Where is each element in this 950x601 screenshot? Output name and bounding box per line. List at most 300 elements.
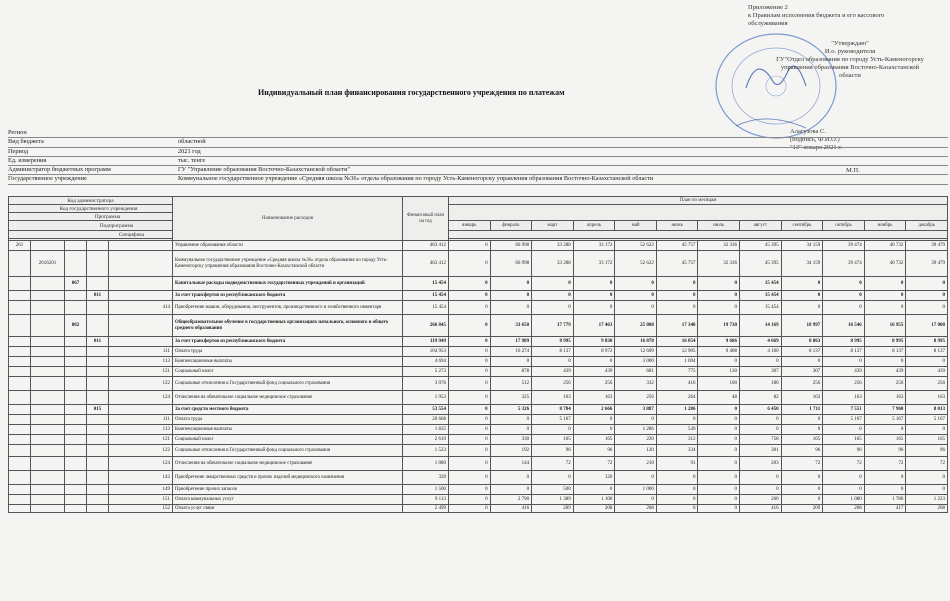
month-value-cell: 0	[573, 415, 615, 425]
approval-title: "Утверждаю"	[831, 40, 869, 47]
month-value-cell: 7 960	[864, 405, 906, 415]
code-cell	[9, 347, 31, 357]
month-value-cell: 3 887	[615, 405, 657, 415]
expense-name-cell: Оплата коммунальных услуг	[173, 495, 403, 505]
code-cell	[9, 445, 31, 457]
annual-plan-cell: 1 523	[403, 445, 449, 457]
month-value-cell: 8 137	[532, 347, 574, 357]
approval-org-1: ГУ"Отдел образования по городу Усть-Каменогорску	[776, 56, 924, 63]
month-value-cell: 0	[823, 425, 865, 435]
expense-name-cell: Компенсационные выплаты	[173, 357, 403, 367]
code-cell	[9, 251, 31, 277]
month-value-cell: 0	[740, 357, 782, 367]
month-value-cell: 0	[906, 471, 948, 485]
code-cell	[31, 291, 65, 301]
month-value-cell: 17 463	[573, 315, 615, 337]
month-value-cell: 256	[532, 377, 574, 391]
code-cell	[65, 241, 87, 251]
code-cell	[87, 377, 109, 391]
month-value-cell: 10 997	[781, 315, 823, 337]
month-value-cell: 0	[532, 301, 574, 315]
month-value-cell: 256	[573, 377, 615, 391]
month-value-cell: 0	[823, 277, 865, 291]
month-value-cell: 0	[573, 301, 615, 315]
month-value-cell: 0	[449, 347, 491, 357]
month-value-cell: 165	[906, 435, 948, 445]
month-value-cell: 163	[906, 391, 948, 405]
month-value-cell: 439	[906, 367, 948, 377]
month-value-cell: 5 167	[532, 415, 574, 425]
annual-plan-cell: 320	[403, 471, 449, 485]
annual-plan-cell: 2 610	[403, 435, 449, 445]
month-value-cell: 0	[449, 315, 491, 337]
meta-label: Регион	[8, 129, 27, 136]
month-value-cell: 33 650	[490, 315, 532, 337]
meta-row	[8, 166, 948, 175]
meta-label: Ед. измерения	[8, 156, 47, 164]
month-value-cell: 0	[449, 425, 491, 435]
month-value-cell: 0	[449, 495, 491, 505]
code-cell	[9, 367, 31, 377]
expense-name-cell: Приобретение машин, оборудования, инструментов, производственного и хозяйственного инвентаря	[173, 301, 403, 315]
code-cell	[31, 357, 65, 367]
month-value-cell: 45 757	[656, 251, 698, 277]
meta-row	[8, 148, 948, 157]
month-value-cell: 16 955	[864, 315, 906, 337]
expense-name-cell: Приобретение лекарственных средств и прочих изделий медицинского назначения	[173, 471, 403, 485]
month-value-cell: 0	[823, 357, 865, 367]
month-header: декабрь	[906, 221, 948, 231]
month-value-cell: 0	[490, 471, 532, 485]
month-value-cell: 0	[864, 485, 906, 495]
month-value-cell: 8 137	[823, 347, 865, 357]
annual-plan-cell: 1 500	[403, 485, 449, 495]
table-row	[9, 405, 948, 415]
month-value-cell: 0	[449, 445, 491, 457]
month-value-cell: 256	[615, 391, 657, 405]
code-cell	[9, 291, 31, 301]
code-cell	[31, 277, 65, 291]
annual-plan-cell: 5 273	[403, 367, 449, 377]
header-months-title: План по месяцам	[449, 197, 948, 205]
expense-name-cell: Социальные отчисления в Государственный фонд социального страхования	[173, 445, 403, 457]
header-admin: Код администратора	[9, 197, 173, 205]
month-value-cell: 0	[781, 301, 823, 315]
month-value-cell: 0	[449, 367, 491, 377]
expense-name-cell: Социальный налог	[173, 367, 403, 377]
seal-place-label: М.П.	[846, 167, 860, 174]
month-value-cell: 0	[615, 301, 657, 315]
table-row	[9, 337, 948, 347]
month-value-cell: 163	[781, 391, 823, 405]
code-cell: 124	[109, 391, 173, 405]
code-cell	[9, 377, 31, 391]
code-cell	[87, 391, 109, 405]
code-cell: 121	[109, 435, 173, 445]
month-value-cell: 33 288	[532, 251, 574, 277]
code-cell	[87, 251, 109, 277]
month-value-cell: 775	[656, 367, 698, 377]
month-value-cell: 0	[656, 505, 698, 513]
code-cell	[87, 367, 109, 377]
month-value-cell: 416	[656, 377, 698, 391]
month-value-cell: 0	[864, 291, 906, 301]
month-value-cell: 0	[864, 301, 906, 315]
code-cell	[9, 357, 31, 367]
code-cell	[87, 347, 109, 357]
month-value-cell: 0	[698, 357, 740, 367]
month-value-cell: 439	[573, 367, 615, 377]
month-value-cell: 0	[573, 291, 615, 301]
month-value-cell: 0	[740, 485, 782, 495]
month-value-cell: 208	[823, 505, 865, 513]
month-value-cell: 1 711	[781, 405, 823, 415]
code-cell	[65, 435, 87, 445]
month-value-cell: 96	[906, 445, 948, 457]
code-cell	[109, 315, 173, 337]
month-value-cell: 0	[698, 301, 740, 315]
appendix-line-3: обслуживания	[748, 20, 788, 27]
meta-value: областной	[178, 138, 206, 146]
month-value-cell: 9 686	[698, 337, 740, 347]
code-cell	[65, 415, 87, 425]
code-cell	[31, 315, 65, 337]
code-cell: 067	[65, 277, 87, 291]
expense-name-cell: Оплата труда	[173, 347, 403, 357]
month-value-cell: 0	[906, 425, 948, 435]
code-cell	[31, 457, 65, 471]
month-value-cell: 12 609	[615, 347, 657, 357]
month-value-cell: 0	[656, 291, 698, 301]
month-value-cell: 0	[615, 415, 657, 425]
month-value-cell: 0	[698, 435, 740, 445]
month-value-cell: 0	[781, 425, 823, 435]
code-cell	[109, 291, 173, 301]
month-value-cell: 17 008	[906, 315, 948, 337]
code-cell	[65, 357, 87, 367]
month-value-cell: 0	[615, 495, 657, 505]
month-value-cell: 39 474	[823, 251, 865, 277]
month-value-cell: 0	[449, 377, 491, 391]
code-cell	[109, 405, 173, 415]
month-value-cell: 33 172	[573, 241, 615, 251]
expense-name-cell: Общеобразовательное обучение в государственных организациях начального, основного и общего среднего образования	[173, 315, 403, 337]
month-value-cell: 0	[823, 471, 865, 485]
code-cell: 011	[87, 337, 109, 347]
code-cell: 113	[109, 357, 173, 367]
month-value-cell: 130	[698, 367, 740, 377]
code-cell	[109, 277, 173, 291]
month-value-cell: 681	[615, 367, 657, 377]
month-value-cell: 96	[781, 445, 823, 457]
code-cell	[65, 405, 87, 415]
table-row	[9, 367, 948, 377]
month-value-cell: 758	[740, 435, 782, 445]
month-header: сентябрь	[781, 221, 823, 231]
month-value-cell: 0	[449, 241, 491, 251]
code-cell	[87, 495, 109, 505]
meta-value: Коммунальное государственное учреждение «Средняя школа №36» отдела образования по городу Усть-Каменогорску управления образования Восточно-Казахстанской области	[178, 175, 654, 183]
month-value-cell: 0	[698, 471, 740, 485]
expense-name-cell: За счет средств местного бюджета	[173, 405, 403, 415]
annual-plan-cell: 3 076	[403, 377, 449, 391]
month-value-cell: 0	[656, 301, 698, 315]
expense-name-cell: Социальный налог	[173, 435, 403, 445]
month-value-cell: 180	[740, 377, 782, 391]
code-cell	[109, 251, 173, 277]
code-cell	[31, 347, 65, 357]
official-stamp-icon	[696, 16, 946, 146]
meta-label: Вид бюджета	[8, 138, 44, 146]
header-plan: Финансовый план на год	[403, 197, 449, 241]
month-value-cell: 0	[449, 415, 491, 425]
month-value-cell: 208	[573, 505, 615, 513]
appendix-line-1: Приложение 2	[748, 4, 788, 11]
code-cell	[87, 415, 109, 425]
code-cell	[65, 291, 87, 301]
table-row	[9, 251, 948, 277]
code-cell: 113	[109, 425, 173, 435]
month-value-cell: 165	[573, 435, 615, 445]
month-value-cell: 52 622	[615, 251, 657, 277]
header-specific: Специфика	[9, 231, 173, 239]
header-name: Наименование расходов	[173, 197, 403, 241]
month-value-cell: 0	[449, 277, 491, 291]
annual-plan-cell: 15 454	[403, 301, 449, 315]
code-cell	[9, 457, 31, 471]
month-value-cell: 6 450	[740, 405, 782, 415]
month-value-cell: 45 395	[740, 241, 782, 251]
signer-name: Алагузова С.	[790, 128, 826, 135]
month-value-cell: 8 013	[906, 405, 948, 415]
code-cell: 149	[109, 485, 173, 495]
month-value-cell: 52 622	[615, 241, 657, 251]
annual-plan-cell: 463 412	[403, 241, 449, 251]
month-value-cell: 72	[573, 457, 615, 471]
expense-name-cell: Приобретение прочих запасов	[173, 485, 403, 495]
month-value-cell: 416	[490, 505, 532, 513]
code-cell	[9, 301, 31, 315]
month-value-cell: 165	[532, 435, 574, 445]
month-value-cell: 1 286	[656, 405, 698, 415]
month-value-cell: 512	[490, 377, 532, 391]
code-cell	[31, 505, 65, 513]
code-cell	[65, 347, 87, 357]
month-value-cell: 8 995	[823, 337, 865, 347]
month-value-cell: 8 137	[906, 347, 948, 357]
month-value-cell: 0	[740, 415, 782, 425]
month-header: июнь	[656, 221, 698, 231]
month-value-cell: 32 336	[698, 241, 740, 251]
table-row	[9, 495, 948, 505]
month-value-cell: 0	[490, 357, 532, 367]
header-months-spacer	[449, 205, 948, 221]
month-value-cell: 8 137	[864, 347, 906, 357]
month-value-cell: 301	[740, 445, 782, 457]
month-value-cell: 192	[490, 445, 532, 457]
month-value-cell: 0	[781, 291, 823, 301]
month-header: февраль	[490, 221, 532, 231]
month-value-cell: 8 784	[532, 405, 574, 415]
month-value-cell: 500	[532, 485, 574, 495]
month-value-cell: 549	[656, 425, 698, 435]
month-value-cell: 16 054	[656, 337, 698, 347]
month-value-cell: 7 551	[823, 405, 865, 415]
month-value-cell: 0	[698, 457, 740, 471]
code-cell: 124	[109, 457, 173, 471]
code-cell	[65, 337, 87, 347]
month-value-cell: 0	[698, 495, 740, 505]
table-row	[9, 315, 948, 337]
month-value-cell: 15 454	[740, 291, 782, 301]
month-value-cell: 40 732	[864, 251, 906, 277]
month-value-cell: 0	[490, 301, 532, 315]
month-value-cell: 0	[449, 251, 491, 277]
month-value-cell: 8 972	[573, 347, 615, 357]
month-header: октябрь	[823, 221, 865, 231]
month-value-cell: 0	[615, 277, 657, 291]
code-cell	[31, 405, 65, 415]
approval-org-2: управления образования Восточно-Казахстанской	[780, 64, 920, 71]
month-value-cell: 0	[449, 291, 491, 301]
month-value-cell: 1 780	[864, 495, 906, 505]
meta-label: Государственное учреждение	[8, 175, 87, 183]
month-value-cell: 220	[615, 435, 657, 445]
month-value-cell: 0	[823, 485, 865, 495]
month-value-cell: 91	[656, 457, 698, 471]
annual-plan-cell: 104 953	[403, 347, 449, 357]
month-value-cell: 33 288	[532, 241, 574, 251]
month-value-cell: 0	[781, 277, 823, 291]
month-value-cell: 144	[490, 457, 532, 471]
approval-position: И.о. руководителя	[824, 48, 876, 55]
header-months-spacer-2	[449, 231, 948, 239]
month-value-cell: 332	[615, 377, 657, 391]
code-cell	[65, 425, 87, 435]
code-cell	[31, 391, 65, 405]
annual-plan-cell: 15 454	[403, 277, 449, 291]
table-row	[9, 301, 948, 315]
month-value-cell: 165	[781, 435, 823, 445]
code-cell: 111	[109, 415, 173, 425]
month-value-cell: 0	[449, 505, 491, 513]
meta-value: ГУ "Управление образования Восточно-Казахстанской области"	[178, 166, 351, 174]
code-cell	[9, 471, 31, 485]
month-value-cell: 66 998	[490, 241, 532, 251]
code-cell	[65, 367, 87, 377]
table-row	[9, 435, 948, 445]
month-value-cell: 0	[906, 277, 948, 291]
table-row	[9, 277, 948, 291]
approval-block	[752, 40, 948, 80]
month-value-cell: 16 274	[490, 347, 532, 357]
code-cell	[31, 445, 65, 457]
month-value-cell: 16 878	[615, 337, 657, 347]
month-value-cell: 66 998	[490, 251, 532, 277]
month-value-cell: 307	[740, 367, 782, 377]
month-value-cell: 0	[781, 471, 823, 485]
table-row	[9, 425, 948, 435]
month-value-cell: 16 546	[823, 315, 865, 337]
approval-org-3: области	[839, 72, 861, 79]
expense-name-cell: Капитальные расходы подведомственных государственных учреждений и организаций	[173, 277, 403, 291]
month-value-cell: 208	[906, 505, 948, 513]
expense-name-cell: Коммунальное государственное учреждение «Средняя школа №36» отдела образования по городу Усть-Каменогорску управления образования Восточно-Казахстанской области	[173, 251, 403, 277]
month-value-cell: 878	[490, 367, 532, 377]
month-value-cell: 260	[740, 495, 782, 505]
expense-name-cell: Компенсационные выплаты	[173, 425, 403, 435]
month-header: июль	[698, 221, 740, 231]
table-row	[9, 457, 948, 471]
month-value-cell: 163	[823, 391, 865, 405]
month-value-cell: 48	[698, 391, 740, 405]
month-value-cell: 0	[698, 415, 740, 425]
table-row	[9, 505, 948, 513]
month-header: ноябрь	[864, 221, 906, 231]
header-gu: Код государственного учреждения	[9, 205, 173, 213]
code-cell	[31, 337, 65, 347]
month-value-cell: 19 730	[698, 315, 740, 337]
month-value-cell: 0	[490, 425, 532, 435]
code-cell	[109, 241, 173, 251]
code-cell	[87, 315, 109, 337]
month-value-cell: 1 223	[906, 495, 948, 505]
financing-table	[8, 196, 948, 513]
month-value-cell: 0	[656, 277, 698, 291]
month-value-cell: 0	[656, 485, 698, 495]
month-value-cell: 2 666	[573, 405, 615, 415]
code-cell	[9, 337, 31, 347]
code-cell	[65, 377, 87, 391]
meta-block	[8, 129, 948, 185]
month-value-cell: 416	[740, 505, 782, 513]
code-cell	[87, 435, 109, 445]
table-row	[9, 241, 948, 251]
code-cell	[9, 485, 31, 495]
month-value-cell: 8 863	[781, 337, 823, 347]
month-value-cell: 9 830	[573, 337, 615, 347]
code-cell: 122	[109, 377, 173, 391]
month-value-cell: 163	[573, 391, 615, 405]
month-value-cell: 0	[490, 277, 532, 291]
month-value-cell: 82	[740, 391, 782, 405]
approval-date: "13" января 2021 г.	[790, 144, 842, 151]
month-value-cell: 1 694	[656, 357, 698, 367]
month-value-cell: 8 995	[532, 337, 574, 347]
code-cell	[87, 301, 109, 315]
month-value-cell: 4 100	[740, 347, 782, 357]
code-cell	[87, 241, 109, 251]
expense-name-cell: Оплата услуг связи	[173, 505, 403, 513]
month-value-cell: 0	[823, 291, 865, 301]
code-cell	[87, 425, 109, 435]
annual-plan-cell: 1 835	[403, 425, 449, 435]
month-value-cell: 45 757	[656, 241, 698, 251]
month-value-cell: 203	[740, 457, 782, 471]
month-value-cell: 334	[656, 445, 698, 457]
month-value-cell: 72	[906, 457, 948, 471]
code-cell: 2616201	[31, 251, 65, 277]
month-value-cell: 0	[532, 291, 574, 301]
month-value-cell: 0	[698, 485, 740, 495]
code-cell	[31, 301, 65, 315]
month-value-cell: 15 454	[740, 277, 782, 291]
code-cell	[31, 495, 65, 505]
meta-value: тыс. тенге	[178, 156, 206, 164]
month-value-cell: 5 326	[490, 405, 532, 415]
code-cell	[31, 415, 65, 425]
code-cell	[9, 391, 31, 405]
